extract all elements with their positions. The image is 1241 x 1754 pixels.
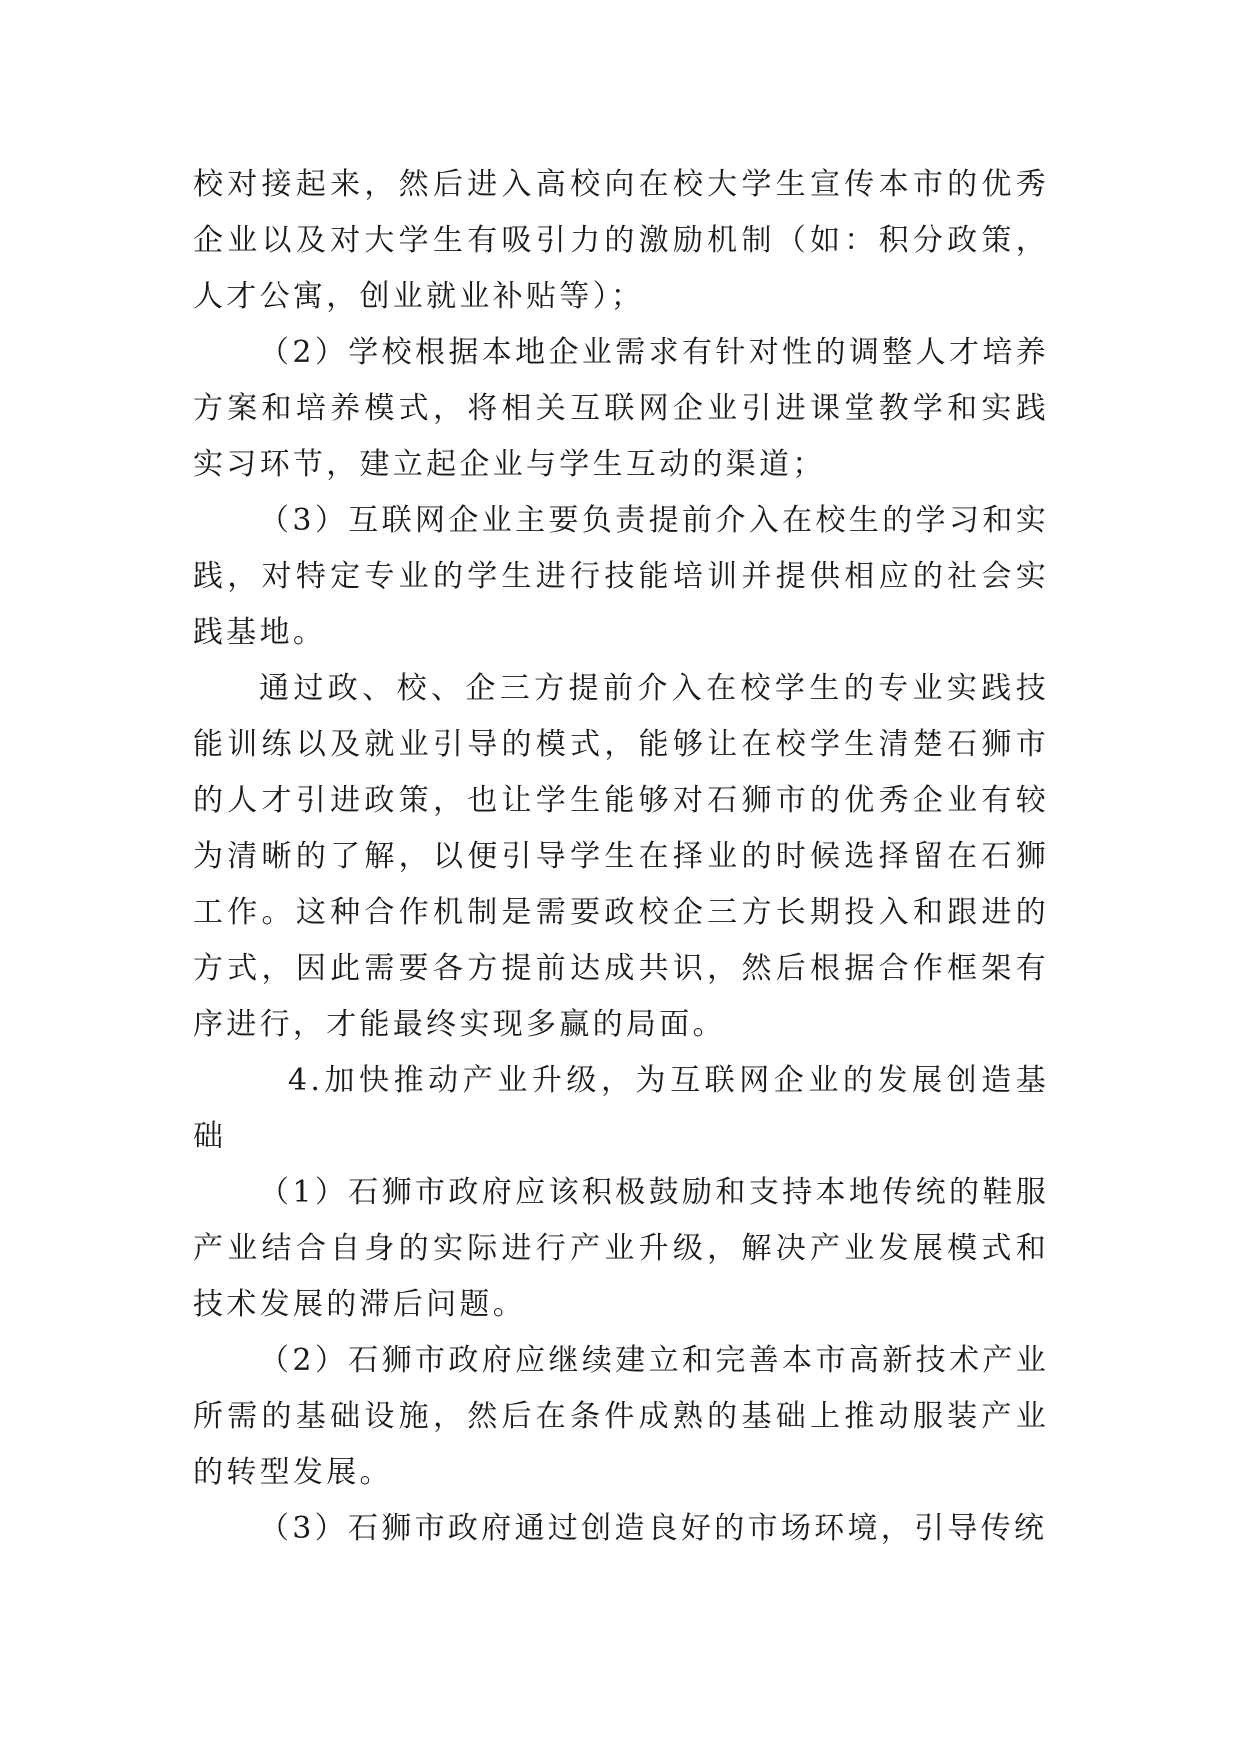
paragraph-4: 通过政、校、企三方提前介入在校学生的专业实践技能训练以及就业引导的模式，能够让在校学生清楚石狮市的人才引进政策，也让学生能够对石狮市的优秀企业有较为清晰的了解，以便引导学生在择业的时候选择留在石狮工作。这种合作机制是需要政校企三方长期投入和跟进的方式，因此需要各方提前达成共识，然后根据合作框架有序进行，才能最终实现多赢的局面。 [193, 671, 1049, 1042]
paragraph-8: （3）石狮市政府通过创造良好的市场环境，引导传统 [259, 1511, 1048, 1546]
paragraph-3: （3）互联网企业主要负责提前介入在校生的学习和实践，对特定专业的学生进行技能培训并提供相应的社会实践基地。 [193, 503, 1049, 650]
section-heading-4: 4.加快推动产业升级，为互联网企业的发展创造基础 [193, 1063, 1049, 1154]
paragraph-2: （2）学校根据本地企业需求有针对性的调整人才培养方案和培养模式，将相关互联网企业引进课堂教学和实践实习环节，建立起企业与学生互动的渠道； [193, 335, 1049, 482]
paragraph-1: 校对接起来，然后进入高校向在校大学生宣传本市的优秀企业以及对大学生有吸引力的激励机制（如：积分政策，人才公寓，创业就业补贴等）； [193, 167, 1049, 314]
paragraph-6: （1）石狮市政府应该积极鼓励和支持本地传统的鞋服产业结合自身的实际进行产业升级，解决产业发展模式和技术发展的滞后问题。 [193, 1175, 1049, 1322]
paragraph-7: （2）石狮市政府应继续建立和完善本市高新技术产业所需的基础设施，然后在条件成熟的基础上推动服装产业的转型发展。 [193, 1343, 1049, 1490]
document-body [193, 157, 1049, 1557]
